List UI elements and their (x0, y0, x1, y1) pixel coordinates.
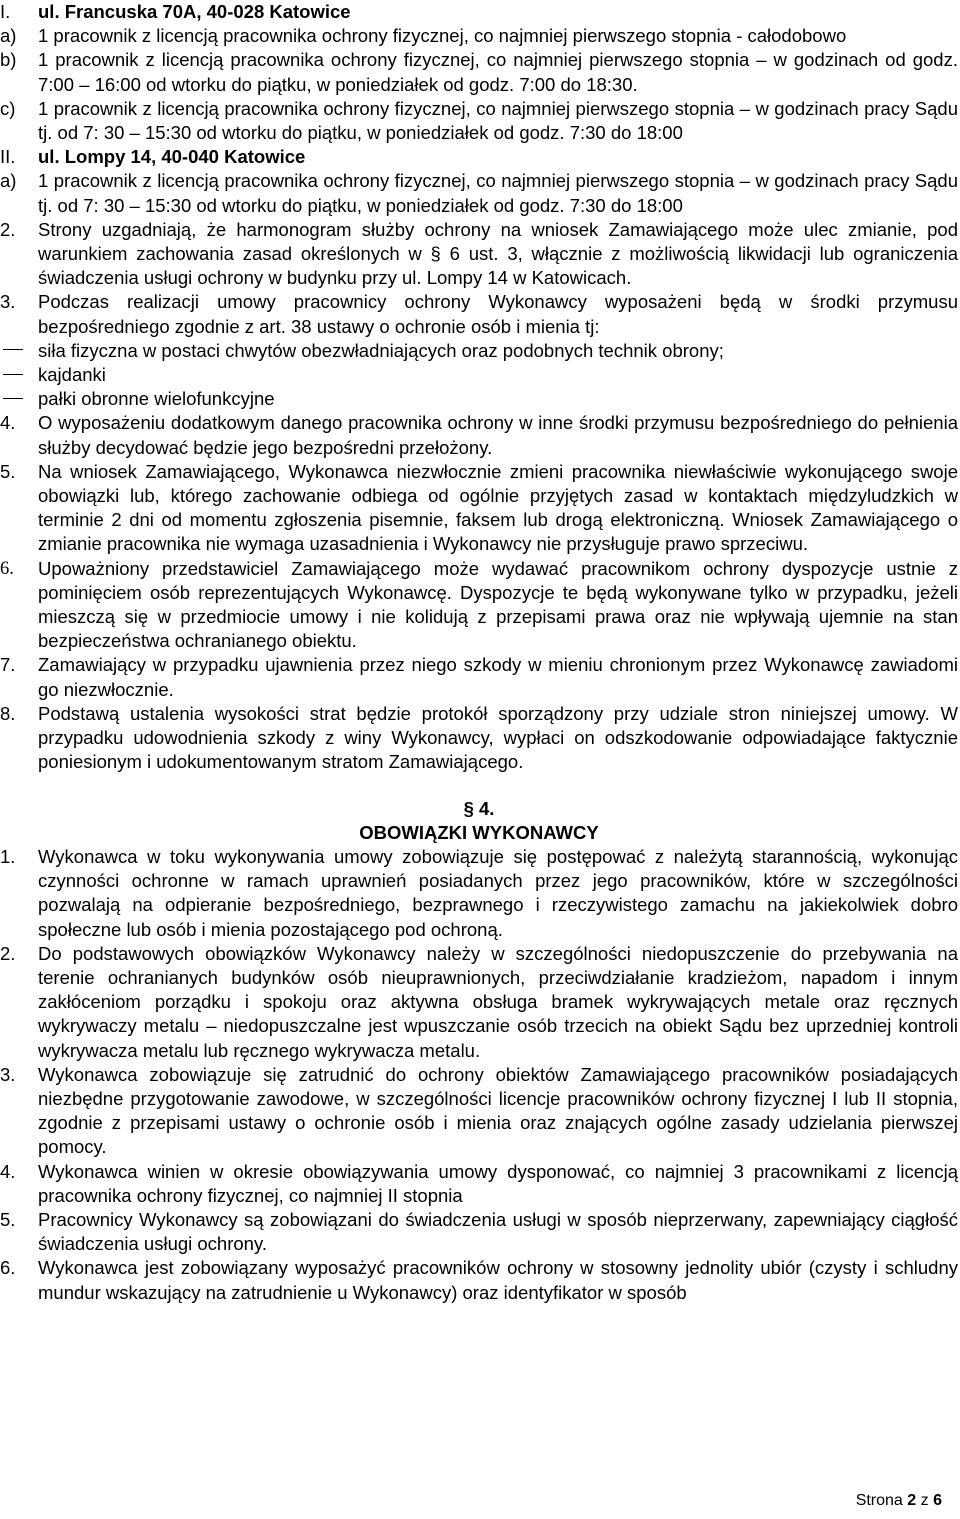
page-separator: z (920, 1492, 929, 1509)
paragraph-text: Podstawą ustalenia wysokości strat będzie protokół sporządzony przy udziale stron niniejszej umowy. W przypadku udowodnienia szkody z winy Wykonawcy, wypłaci on odszkodowanie odpowiadające faktycznie poniesionym i udokumentowanym stratom Zamawiającego. (38, 702, 958, 773)
numbered-paragraph (0, 702, 958, 775)
paragraph-number: 3. (0, 291, 16, 313)
paragraph-number: 4. (0, 1160, 16, 1182)
list-item (0, 97, 958, 145)
section-title: OBOWIĄZKI WYKONAWCY (359, 821, 599, 843)
numbered-paragraph (0, 411, 958, 459)
paragraph-number: 5. (0, 460, 16, 482)
page-label: Strona (855, 1492, 903, 1509)
dash-list-item (0, 339, 958, 363)
item-marker: a) (0, 25, 17, 47)
numbered-paragraph (0, 1256, 958, 1304)
paragraph-text: Podczas realizacji umowy pracownicy ochrony Wykonawcy wyposażeni będą w środki przymusu bezpośredniego zgodnie z art. 38 ustawy o ochronie osób i mienia tj: (38, 291, 958, 337)
item-marker: c) (0, 97, 16, 119)
paragraph-text: Wykonawca w toku wykonywania umowy zobowiązuje się postępować z należytą starannością, wykonując czynności ochronne w ramach uprawnień posiadanych przez jego pracowników, które w szczególności pozwalają na odpieranie bezpośredniego, bezprawnego i rzeczywistego zamachu na jakiekolwiek dobro społeczne lub osób i mienia pozostającego pod ochroną. (38, 845, 958, 940)
location-heading-2 (0, 145, 958, 169)
roman-numeral: II. (0, 146, 16, 168)
total-pages: 6 (933, 1492, 942, 1509)
item-marker: b) (0, 49, 17, 71)
numbered-paragraph (0, 653, 958, 701)
item-text: 1 pracownik z licencją pracownika ochrony fizycznej, co najmniej pierwszego stopnia – w godzinach pracy Sądu tj. od 7: 30 – 15:30 od wtorku do piątku, w poniedziałek od godz. 7:30 do 18:00 (38, 97, 958, 144)
dash-item-text: kajdanki (38, 364, 106, 386)
paragraph-text: Na wniosek Zamawiającego, Wykonawca niezwłocznie zmieni pracownika niewłaściwie wykonującego swoje obowiązki lub, którego zachowanie odbiega od ogólnie przyjętych zasad w kontaktach międzyludzkich w terminie 2 dni od momentu zgłoszenia pisemnie, faksem lub drogą elektroniczną. Wniosek Zamawiającego o zmianie pracownika nie wymaga uzasadnienia i Wykonawcy nie przysługuje prawo sprzeciwu. (38, 460, 958, 555)
paragraph-text: Zamawiający w przypadku ujawnienia przez niego szkody w mieniu chronionym przez Wykonawcę zawiadomi go niezwłocznie. (38, 654, 958, 700)
item-text: 1 pracownik z licencją pracownika ochrony fizycznej, co najmniej pierwszego stopnia – w godzinach od godz. 7:00 – 16:00 od wtorku do piątku, w poniedziałek od godz. 7:00 do 18:30. (38, 49, 958, 95)
paragraph-number: 1. (0, 845, 16, 867)
numbered-paragraph (0, 290, 958, 338)
page-footer (856, 1491, 942, 1511)
dash-bullet-icon (3, 374, 23, 375)
address-heading: ul. Francuska 70A, 40-028 Katowice (38, 1, 351, 22)
section-number: § 4. (463, 797, 495, 819)
dash-bullet-icon (3, 349, 23, 350)
numbered-paragraph (0, 557, 958, 654)
numbered-paragraph (0, 218, 958, 291)
paragraph-number: 4. (0, 412, 16, 434)
paragraph-text: Wykonawca jest zobowiązany wyposażyć pracowników ochrony w stosowny jednolity ubiór (czysty i schludny mundur wskazujący na zatrudnienie u Wykonawcy) oraz identyfikator w sposób (38, 1257, 958, 1303)
paragraph-number: 2. (0, 218, 16, 240)
list-item (0, 24, 958, 48)
paragraph-text: Pracownicy Wykonawcy są zobowiązani do świadczenia usługi w sposób nieprzerwany, zapewniający ciągłość świadczenia usługi ochrony. (38, 1208, 958, 1255)
paragraph-text: Strony uzgadniają, że harmonogram służby ochrony na wniosek Zamawiającego może ulec zmianie, pod warunkiem zachowania zasad określonych w § 6 ust. 3, włącznie z możliwością likwidacji lub ograniczenia świadczenia usługi ochrony w budynku przy ul. Lompy 14 w Katowicach. (38, 218, 958, 289)
dash-item-text: siła fizyczna w postaci chwytów obezwładniających oraz podobnych technik obrony; (38, 339, 724, 361)
numbered-paragraph (0, 845, 958, 942)
paragraph-number: 2. (0, 942, 16, 964)
list-item (0, 48, 958, 96)
paragraph-text: Wykonawca zobowiązuje się zatrudnić do ochrony obiektów Zamawiającego pracowników posiadających niezbędne przygotowanie zawodowe, w szczególności licencje pracowników ochrony fizycznej I lub II stopnia, zgodnie z przepisami ustawy o ochronie osób i mienia oraz znających ogólne zasady udzielania pierwszej pomocy. (38, 1063, 958, 1158)
paragraph-number: 6. (0, 1257, 16, 1279)
paragraph-number: 5. (0, 1208, 16, 1230)
list-item (0, 169, 958, 217)
numbered-paragraph (0, 1160, 958, 1208)
dash-item-text: pałki obronne wielofunkcyjne (38, 388, 275, 410)
dash-list-item (0, 363, 958, 387)
item-text: 1 pracownik z licencją pracownika ochrony fizycznej, co najmniej pierwszego stopnia – w godzinach pracy Sądu tj. od 7: 30 – 15:30 od wtorku do piątku, w poniedziałek od godz. 7:30 do 18:00 (38, 170, 958, 216)
paragraph-number: 8. (0, 702, 16, 724)
paragraph-text: O wyposażeniu dodatkowym danego pracownika ochrony w inne środki przymusu bezpośredniego do pełnienia służby decydować będzie jego bezpośredni przełożony. (38, 412, 958, 458)
paragraph-number: 6. (0, 558, 14, 579)
item-text: 1 pracownik z licencją pracownika ochrony fizycznej, co najmniej pierwszego stopnia - całodobowo (38, 25, 847, 47)
address-heading: ul. Lompy 14, 40-040 Katowice (38, 146, 306, 168)
current-page: 2 (907, 1492, 917, 1509)
paragraph-number: 7. (0, 654, 16, 676)
numbered-paragraph (0, 1063, 958, 1160)
numbered-paragraph (0, 1208, 958, 1256)
dash-list-item (0, 387, 958, 411)
roman-numeral: I. (0, 1, 11, 22)
paragraph-text: Upoważniony przedstawiciel Zamawiającego może wydawać pracownikom ochrony dyspozycje ustnie z pominięciem osób reprezentujących Wykonawcę. Dyspozycje te będą wykonywane tylko w przypadku, jeżeli mieszczą się w przedmiocie umowy i nie kolidują z przepisami prawa oraz nie wpływają ujemnie na stan bezpieczeństwa ochranianego obiektu. (38, 557, 958, 652)
paragraph-text: Wykonawca winien w okresie obowiązywania umowy dysponować, co najmniej 3 pracownikami z licencją pracownika ochrony fizycznej, co najmniej II stopnia (38, 1160, 958, 1206)
numbered-paragraph (0, 460, 958, 557)
dash-bullet-icon (3, 398, 23, 399)
numbered-paragraph (0, 942, 958, 1063)
location-heading-1 (0, 0, 958, 24)
paragraph-text: Do podstawowych obowiązków Wykonawcy należy w szczególności niedopuszczenie do przebywania na terenie ochranianych budynków osób nieuprawnionych, przeciwdziałanie kradzieżom, napadom i innym zakłóceniom porządku i spokoju oraz aktywna obsługa bramek wykrywających metale oraz ręcznych wykrywaczy metalu – niedopuszczalne jest wpuszczanie osób trzecich na obiekt Sądu bez uprzedniej kontroli wykrywacza metalu lub ręcznego wykrywacza metalu. (38, 942, 958, 1061)
item-marker: a) (0, 170, 17, 192)
paragraph-number: 3. (0, 1063, 16, 1085)
